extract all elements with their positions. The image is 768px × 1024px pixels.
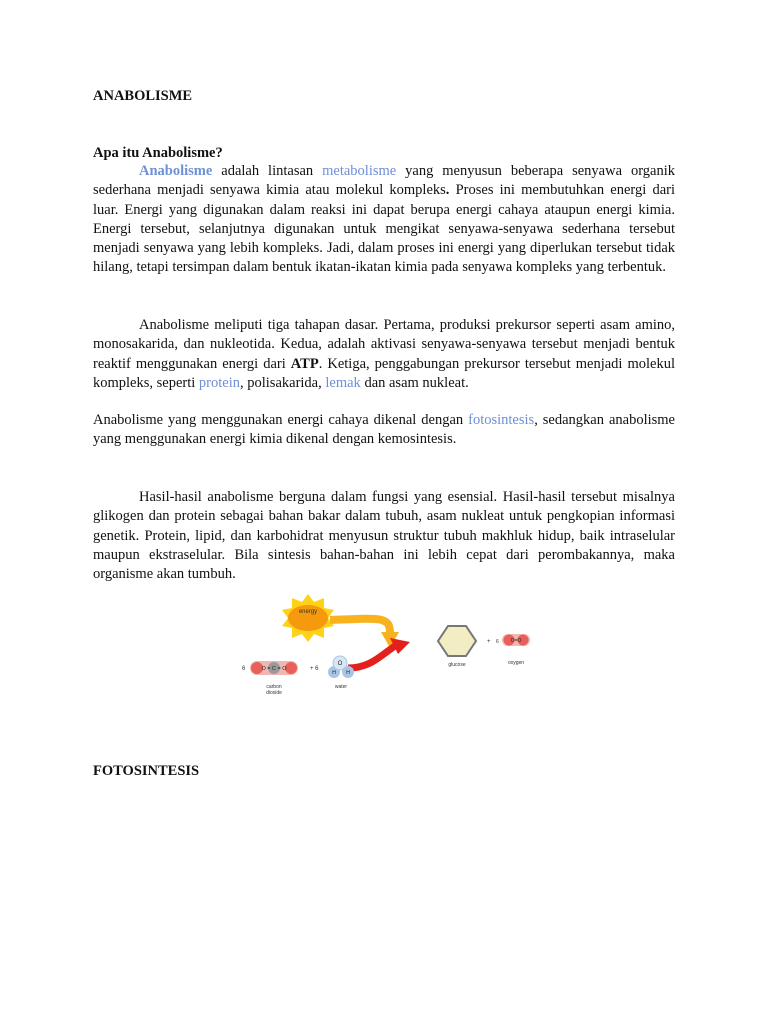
co2-label-line1: carbon — [266, 684, 282, 690]
paragraph-stages — [93, 316, 675, 393]
para2-text-3: , polisakarida, — [240, 374, 326, 391]
protein-link[interactable]: protein — [198, 374, 240, 391]
para2-text-2: . Ketiga, penggabungan prekursor tersebut menjadi molekul kompleks, seperti — [93, 355, 676, 391]
paragraph-results: Hasil-hasil anabolisme berguna dalam fungsi yang esensial. Hasil-hasil tersebut misalnya glikogen dan protein sebagai bahan bakar dalam tubuh, asam nukleat untuk pengkopian informasi genetik. Protein, lipid, dan karbohidrat menyusun struktur tubuh makhluk hidup, baik intraselular maupun ekstraselular. Bila sintesis bahan-bahan ini lebih cepat dari perombakannya, maka organisme akan tumbuh. — [93, 489, 675, 583]
lemak-link[interactable]: lemak — [325, 374, 361, 391]
heading-anabolisme: ANABOLISME — [93, 88, 193, 104]
reaction-arrow — [348, 646, 395, 668]
energy-label: energy — [298, 609, 318, 615]
para1-text-3: Proses ini membutuhkan energi dari luar. Energi yang digunakan dalam reaksi ini dapat berupa energi cahaya ataupun energi kimia. Energi tersebut, selanjutnya digunakan untuk mengikat senyawa-senyawa sederhana tersebut menjadi senyawa yang lebih kompleks. Jadi, dalam proses ini energi yang diperlukan tersebut tidak hilang, tetapi tersimpan dalam bentuk ikatan-ikatan kimia pada senyawa kompleks yang terbentuk. — [93, 182, 675, 276]
question-heading: Apa itu Anabolisme? — [93, 145, 223, 161]
water-molecule — [328, 656, 354, 678]
water-hydrogen-atom-2: H — [346, 670, 350, 676]
paragraph-definition — [93, 162, 675, 278]
photosynthesis-figure — [230, 588, 540, 708]
heading-fotosintesis: FOTOSINTESIS — [93, 763, 200, 779]
anabolisme-link[interactable]: Anabolisme — [139, 163, 213, 179]
sun-icon — [282, 594, 334, 642]
plus-sign: + — [487, 639, 491, 645]
para1-bold-dot: . — [445, 182, 450, 199]
oxygen-formula: O=O — [510, 638, 522, 644]
fotosintesis-link[interactable]: fotosintesis — [468, 412, 535, 428]
oxygen-coefficient: 6 — [496, 639, 499, 645]
energy-arrow — [330, 619, 390, 633]
para2-text-1: Anabolisme meliputi tiga tahapan dasar. Pertama, produksi prekursor seperti asam amino, monosakarida, dan nukleotida. Kedua, adalah aktivasi senyawa-senyawa tersebut menjadi bentuk reaktif menggunakan energi dari — [93, 317, 675, 372]
metabolisme-link[interactable]: metabolisme — [322, 163, 397, 179]
water-label: water — [334, 684, 348, 690]
para1-text-1: adalah lintasan — [212, 163, 323, 179]
plus-six: + 6 — [310, 666, 319, 672]
para3-text-1: Anabolisme yang menggunakan energi cahaya dikenal dengan — [93, 412, 469, 428]
water-hydrogen-atom-1: H — [332, 670, 336, 676]
glucose-hexagon — [438, 626, 476, 656]
paragraph-photosynthesis — [93, 411, 675, 450]
water-oxygen-atom: O — [337, 661, 343, 667]
para1-text-2: yang menyusun beberapa senyawa organik sederhana menjadi senyawa kimia atau molekul kompleks — [93, 163, 675, 199]
para3-text-2: , sedangkan anabolisme yang menggunakan energi kimia dikenal dengan kemosintesis. — [93, 412, 675, 448]
glucose-label: glucose — [448, 662, 466, 668]
para2-text-4: dan asam nukleat. — [360, 374, 469, 391]
atp-text: ATP — [290, 355, 319, 372]
co2-formula: O = C = O — [261, 666, 287, 672]
co2-label-line2: dioxide — [266, 690, 282, 696]
oxygen-label: oxygen — [507, 660, 525, 666]
co2-coefficient: 6 — [242, 666, 246, 672]
